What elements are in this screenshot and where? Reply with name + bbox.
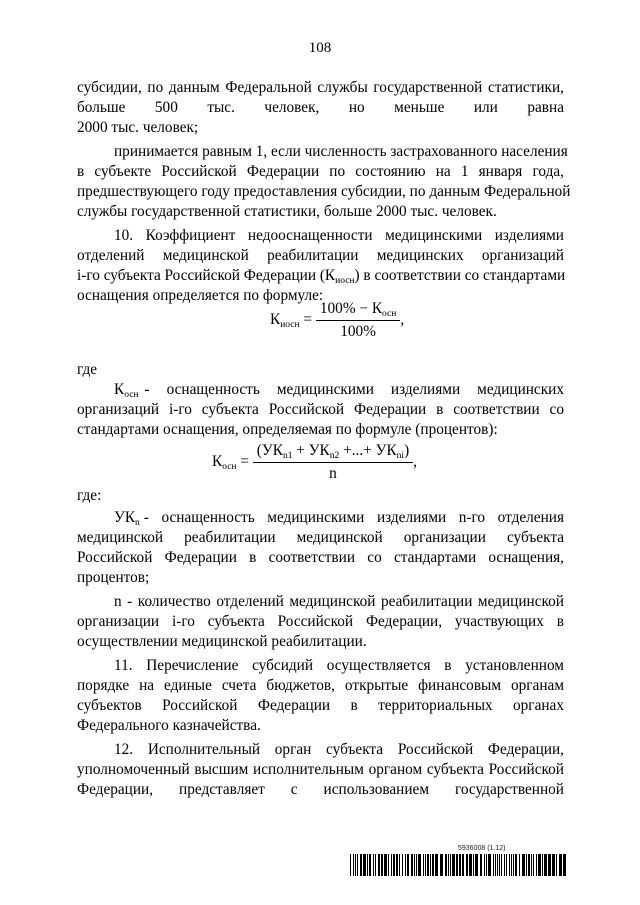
barcode-bar <box>445 854 447 876</box>
text-line: Федерации, представляет с использованием государственной <box>77 781 564 798</box>
barcode-bar <box>407 854 409 876</box>
barcode-bar <box>399 854 400 876</box>
text-line: оснащения определяется по формуле: <box>77 287 324 304</box>
text-line: 11. Перечисление субсидий осуществляется в установленном <box>114 657 564 674</box>
barcode-bar <box>538 854 541 876</box>
formula-k-osn: $К_{осн}$ = $\frac{(УК_{n1} + УК_{n2} +...+ УК_{ni})}{n}$ , <box>212 442 417 482</box>
barcode-bar <box>363 854 366 876</box>
barcode-bar <box>469 854 472 876</box>
barcode-bar <box>440 854 443 876</box>
barcode-bar <box>391 854 392 876</box>
barcode-bar <box>452 854 455 876</box>
barcode-bar <box>548 854 551 876</box>
barcode-bar <box>501 854 502 876</box>
barcode-bar <box>480 854 482 876</box>
formula-fraction: $\frac{(УК_{n1} + УК_{n2} +...+ УК_{ni})}{n}$ <box>253 442 413 483</box>
text-line: субъектов Российской Федерации в территориальных органах <box>77 697 564 714</box>
text-line: службы государственной статистики, больше 2000 тыс. человек. <box>77 203 497 220</box>
text-line: $К_{осн}$ - оснащенность медицинскими изделиями медицинских <box>114 381 564 400</box>
barcode-bar <box>396 854 398 876</box>
barcode-bar <box>526 854 527 876</box>
barcode-bar <box>405 854 406 876</box>
barcode-bar <box>488 854 491 876</box>
text-line: где <box>77 361 98 378</box>
barcode-bar <box>416 854 417 876</box>
barcode-bar <box>411 854 413 876</box>
barcode-bar <box>381 854 383 876</box>
barcode-bar <box>509 854 510 876</box>
barcode-bar <box>544 854 547 876</box>
text-line: в субъекте Российской Федерации по состоянию на 1 января года, <box>77 163 564 180</box>
barcode-bar <box>475 854 478 876</box>
text-line: 12. Исполнительный орган субъекта Российской Федерации, <box>114 741 564 758</box>
text-line: осуществлении медицинской реабилитации. <box>77 633 367 650</box>
formula-k-iosn: $К_{иосн}$ = $\frac{100\% - К_{осн}}{100\%}$ , <box>270 300 405 340</box>
text-line: i-го субъекта Российской Федерации $(К_{иосн})$ в соответствии со стандартами <box>77 267 566 286</box>
barcode-bar <box>466 854 468 876</box>
barcode-bar <box>355 854 356 876</box>
barcode-bar <box>353 854 354 876</box>
barcode-bar <box>556 854 557 876</box>
barcode-bar <box>513 854 514 876</box>
barcode-bar <box>448 854 449 876</box>
barcode-bar <box>378 854 380 876</box>
barcode-bar <box>350 854 351 876</box>
barcode-bar <box>402 854 403 876</box>
barcode-bar <box>542 854 543 876</box>
text-line: больше 500 тыс. человек, но меньше или равна <box>77 99 564 116</box>
barcode-bar <box>414 854 415 876</box>
barcode-bar <box>384 854 387 876</box>
barcode <box>350 854 566 876</box>
barcode-bar <box>563 854 566 876</box>
barcode-bar <box>388 854 389 876</box>
barcode-bar <box>393 854 395 876</box>
barcode-bar <box>369 854 371 876</box>
text-line: n - количество отделений медицинской реабилитации медицинской <box>114 593 564 610</box>
barcode-bar <box>373 854 374 876</box>
barcode-bar <box>423 854 424 876</box>
barcode-bar <box>511 854 512 876</box>
barcode-bar <box>497 854 498 876</box>
text-line: Российской Федерации в соответствии со стандартами оснащения, <box>77 549 564 566</box>
text-line: где: <box>77 487 102 504</box>
barcode-bar <box>486 854 487 876</box>
text-line: медицинской реабилитации медицинской организации субъекта <box>77 529 564 546</box>
barcode-bar <box>432 854 434 876</box>
barcode-bar <box>375 854 376 876</box>
barcode-bar <box>484 854 485 876</box>
barcode-bar <box>536 854 537 876</box>
text-line: порядке на единые счета бюджетов, открытые финансовым органам <box>77 677 564 694</box>
barcode-bar <box>435 854 438 876</box>
barcode-bar <box>506 854 507 876</box>
barcode-bar <box>495 854 496 876</box>
barcode-bar <box>357 854 358 876</box>
barcode-bar <box>456 854 458 876</box>
barcode-bar <box>559 854 562 876</box>
formula-fraction: $\frac{100\% - К_{осн}}{100\%}$ <box>316 300 400 341</box>
barcode-bar <box>425 854 426 876</box>
barcode-bar <box>493 854 494 876</box>
barcode-bar <box>427 854 429 876</box>
text-line: организации i-го субъекта Российской Федерации, участвующих в <box>77 613 564 630</box>
text-line: субсидии, по данным Федеральной службы государственной статистики, <box>77 79 564 96</box>
barcode-bar <box>473 854 474 876</box>
barcode-bar <box>531 854 532 876</box>
barcode-bar <box>450 854 451 876</box>
barcode-bar <box>552 854 555 876</box>
barcode-bar <box>367 854 368 876</box>
text-line: 2000 тыс. человек; <box>77 119 199 136</box>
barcode-bar <box>515 854 517 876</box>
text-line: процентов; <box>77 569 150 586</box>
barcode-bar <box>522 854 525 876</box>
text-line: организаций i-го субъекта Российской Федерации в соответствии со <box>77 401 564 418</box>
text-line: $УК_n$ - оснащенность медицинскими изделиями n-го отделения <box>114 509 564 528</box>
barcode-bar <box>499 854 500 876</box>
barcode-code: 5936008 (1.12) <box>458 845 506 852</box>
page-number: 108 <box>308 40 332 56</box>
text-line: 10. Коэффициент недооснащенности медицинскими изделиями <box>114 227 564 244</box>
barcode-bar <box>360 854 362 876</box>
barcode-bar <box>504 854 505 876</box>
barcode-bar <box>418 854 421 876</box>
text-line: уполномоченный высшим исполнительным органом субъекта Российской <box>77 761 564 778</box>
text-line: принимается равным 1, если численность застрахованного населения <box>114 143 568 160</box>
barcode-bar <box>462 854 464 876</box>
text-line: отделений медицинской реабилитации медицинских организаций <box>77 247 564 264</box>
barcode-bar <box>459 854 461 876</box>
barcode-bar <box>528 854 530 876</box>
barcode-bar <box>430 854 431 876</box>
text-line: Федерального казначейства. <box>77 717 261 734</box>
text-line: стандартами оснащения, определяемая по формуле (процентов): <box>77 421 498 438</box>
text-line: предшествующего году предоставления субсидии, по данным Федеральной <box>77 183 571 200</box>
barcode-bar <box>519 854 520 876</box>
barcode-bar <box>533 854 534 876</box>
